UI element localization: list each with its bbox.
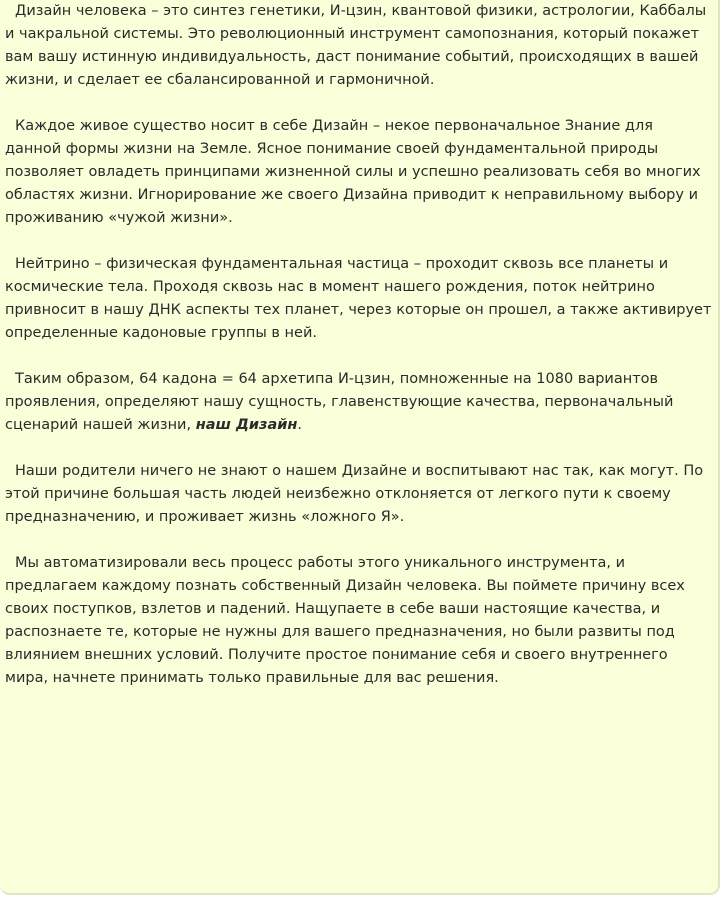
paragraph-automation-text: Мы автоматизировали весь процесс работы этого уникального инструмента, и предлагаем каждому познать собственный Дизайн человека. Вы поймете причину всех своих поступков, взлетов и падений. Нащупаете в себе ваши настоящие качества, и распознаете те, которые не нужны для вашего предназначения, но были развиты под влиянием внешних условий. Получите простое понимание себя и своего внутреннего мира, начнете принимать только правильные для вас решения. [5,555,685,686]
paragraph-neutrino [5,253,712,345]
paragraph-design-knowledge-text: Каждое живое существо носит в себе Дизайн – некое первоначальное Знание для данной формы жизни на Земле. Ясное понимание своей фундаментальной природы позволяет овладеть принципами жизненной силы и успешно реализовать себя во многих областях жизни. Игнорирование же своего Дизайна приводит к неправильному выбору и проживанию «чужой жизни». [5,118,701,226]
paragraph-neutrino-text: Нейтрино – физическая фундаментальная частица – проходит сквозь все планеты и космические тела. Проходя сквозь нас в момент нашего рождения, поток нейтрино привносит в нашу ДНК аспекты тех планет, через которые он прошел, а также активирует определенные кадоновые группы в ней. [5,256,712,341]
paragraph-design-knowledge [5,115,712,230]
paragraph-archetypes-text: Таким образом, 64 кадона = 64 архетипа И-цзин, помноженные на 1080 вариантов проявления, определяют нашу сущность, главенствующие качества, первоначальный сценарий нашей жизни, [5,371,674,433]
paragraph-automation [5,552,712,690]
paragraph-parents-text: Наши родители ничего не знают о нашем Дизайне и воспитывают нас так, как могут. По этой причине большая часть людей неизбежно отклоняется от легкого пути к своему предназначению, и проживает жизнь «ложного Я». [5,463,704,525]
emphasis-our-design: наш Дизайн [195,417,298,433]
paragraph-archetypes [5,368,712,437]
paragraph-intro [5,0,712,92]
paragraph-intro-text: Дизайн человека – это синтез генетики, И-цзин, квантовой физики, астрологии, Каббалы и чакральной системы. Это революционный инструмент самопознания, который покажет вам вашу истинную индивидуальность, даст понимание событий, происходящих в вашей жизни, и сделает ее сбалансированной и гармоничной. [5,3,707,88]
paragraph-parents [5,460,712,529]
paragraph-archetypes-end: . [297,417,303,433]
